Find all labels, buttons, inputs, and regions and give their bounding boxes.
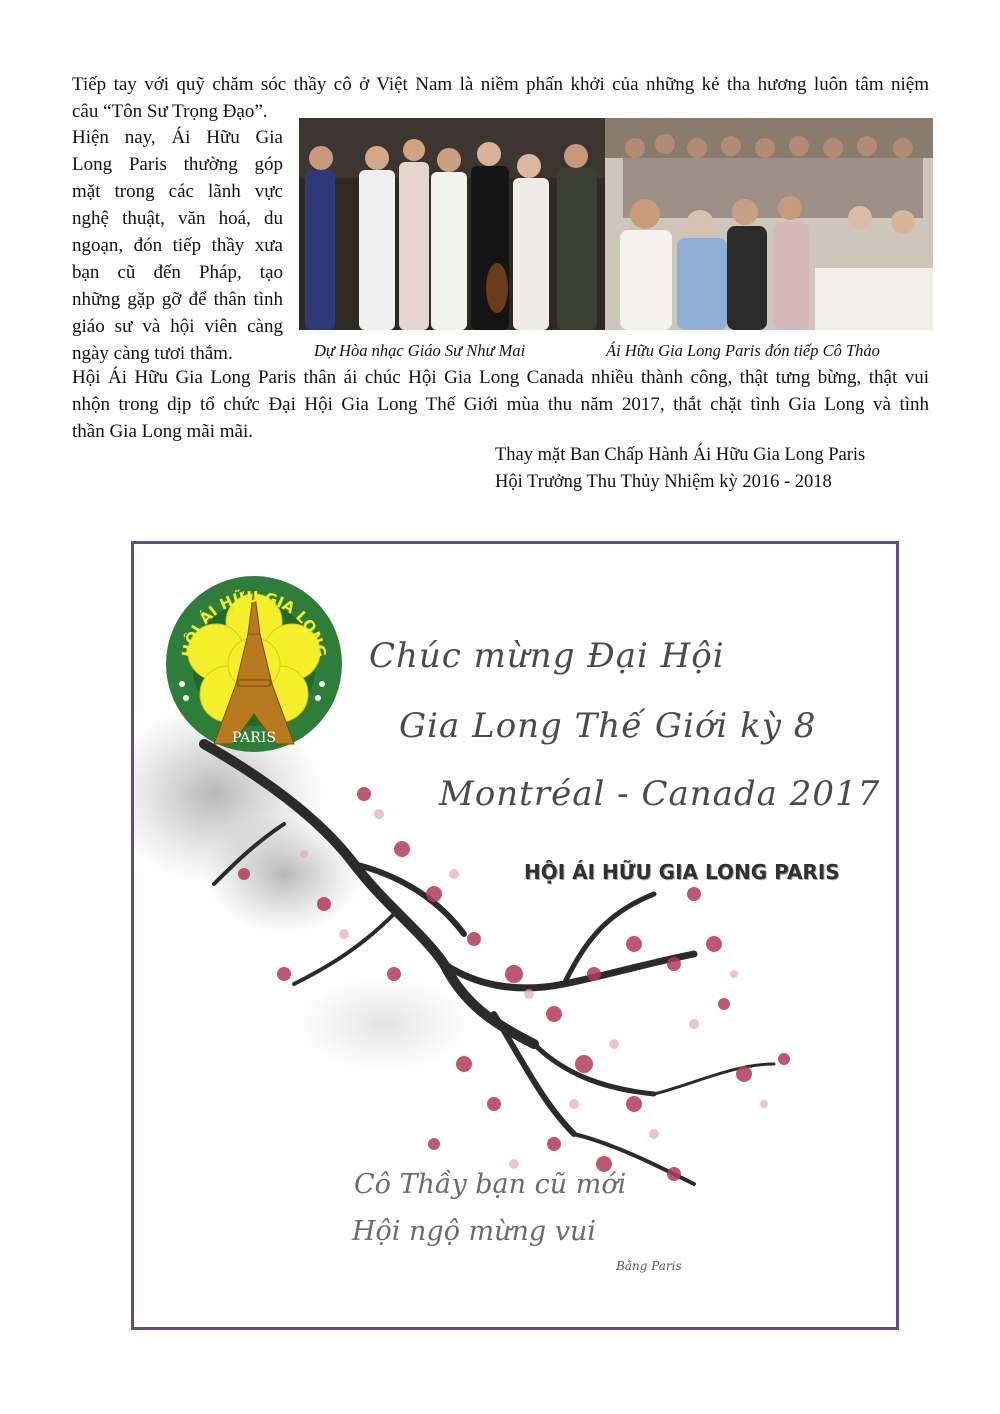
side-line: bạn cũ đến Pháp, tạo xyxy=(72,262,283,283)
wish-line-3: thần Gia Long mãi mãi. xyxy=(72,421,253,442)
side-line: giáo sư và hội viên càng xyxy=(72,316,283,337)
side-line: mặt trong các lãnh vực xyxy=(72,181,283,202)
side-line: ngoạn, đón tiếp thầy xưa xyxy=(72,235,283,256)
association-logo xyxy=(164,574,344,754)
wish-line-1: Hội Ái Hữu Gia Long Paris thân ái chúc Hội Gia Long Canada nhiều thành công, thật tưng bừng, thật vui xyxy=(72,367,929,388)
greeting-line-1: Chúc mừng Đại Hội xyxy=(369,636,725,676)
poem-line-1: Cô Thầy bạn cũ mới xyxy=(354,1169,627,1200)
side-line: ngày càng tươi thắm. xyxy=(72,343,233,364)
side-paragraph xyxy=(72,124,283,367)
reception-photo xyxy=(605,118,933,330)
concert-photo xyxy=(299,118,605,330)
association-banner: HỘI ÁI HỮU GIA LONG PARIS xyxy=(524,860,840,884)
logo-arc-text: HỘI ÁI HỮU GIA LONG xyxy=(178,587,330,659)
side-line: nghệ thuật, văn hoá, du xyxy=(72,208,283,229)
side-line: những gặp gỡ để thân tình xyxy=(72,289,283,310)
artist-signature: Bằng Paris xyxy=(616,1259,682,1273)
greeting-card xyxy=(131,541,899,1330)
greeting-line-3: Montréal - Canada 2017 xyxy=(439,774,881,814)
poem-line-2: Hội ngộ mừng vui xyxy=(352,1216,597,1247)
signature-line-2: Hội Trưởng Thu Thủy Nhiệm kỳ 2016 - 2018 xyxy=(495,472,832,492)
side-line: Long Paris thường góp xyxy=(72,154,283,175)
greeting-line-2: Gia Long Thế Giới kỳ 8 xyxy=(399,706,817,746)
signature-line-1: Thay mặt Ban Chấp Hành Ái Hữu Gia Long Paris xyxy=(495,445,866,465)
reception-caption: Ái Hữu Gia Long Paris đón tiếp Cô Thảo xyxy=(606,341,880,360)
intro-line-2: câu “Tôn Sư Trọng Đạo”. xyxy=(72,101,268,122)
concert-caption: Dự Hòa nhạc Giáo Sư Như Mai xyxy=(314,341,526,360)
intro-line-1: Tiếp tay với quỹ chăm sóc thầy cô ở Việt Nam là niềm phấn khởi của những kẻ tha hương luôn tâm niệm xyxy=(72,74,929,95)
wish-line-2: nhộn trong dịp tổ chức Đại Hội Gia Long Thế Giới mùa thu năm 2017, thắt chặt tình Gia Long và tình xyxy=(72,394,929,415)
logo-bottom-text: PARIS xyxy=(232,730,276,746)
side-line: Hiện nay, Ái Hữu Gia xyxy=(72,127,283,148)
